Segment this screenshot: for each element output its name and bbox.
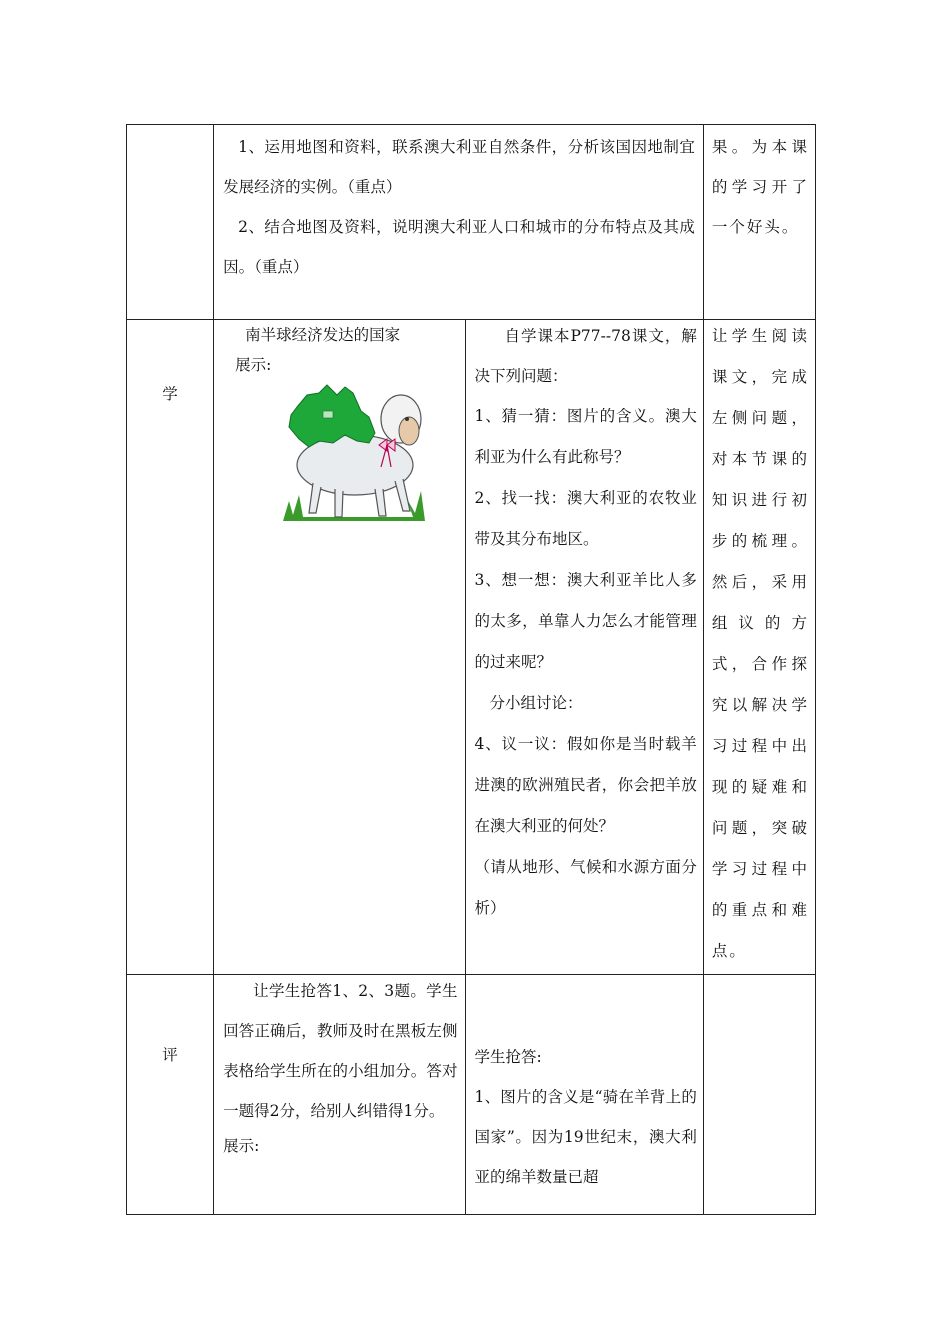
group-discussion: 分小组讨论： [489, 694, 583, 712]
table-row-objectives [127, 125, 816, 320]
question-3: 3、想一想：澳大利亚羊比人多的太多，单靠人力怎么才能管理的过来呢？ [474, 571, 697, 671]
row-label-evaluate [127, 975, 214, 1215]
table-row-learn [127, 320, 816, 975]
teacher-activity-cell [214, 975, 466, 1215]
row-label-learn [127, 320, 214, 975]
table-row-evaluate [127, 975, 816, 1215]
note-text: 让学生阅读课文，完成左侧问题，对本节课的知识进行初步的梳理。然后，采用组议的方式，合作探究以解决学习过程中出现的疑难和问题，突破学习过程中的重点和难点。 [711, 327, 809, 960]
row-label-empty [127, 125, 214, 320]
teacher-title: 南半球经济发达的国家 [245, 326, 401, 344]
student-answer-1: 1、图片的含义是“骑在羊背上的国家”。因为19世纪末，澳大利亚的绵羊数量已超 [474, 1088, 697, 1186]
sheep-illustration [283, 383, 428, 523]
teacher-show-label: 展示: [235, 356, 272, 374]
teacher-show-label: 展示: [223, 1137, 260, 1155]
student-activity-cell [466, 975, 703, 1215]
note-cell-2 [703, 320, 815, 975]
note-cell-1 [703, 125, 815, 320]
objective-1: 1、运用地图和资料，联系澳大利亚自然条件，分析该国因地制宜发展经济的实例。（重点） [223, 138, 695, 196]
note-cell-3 [703, 975, 815, 1215]
question-4: 4、议一议：假如你是当时载羊进澳的欧洲殖民者，你会把羊放在澳大利亚的何处？ [474, 735, 697, 835]
row-label-text: 评 [162, 1046, 178, 1064]
lesson-plan-table [126, 124, 816, 1215]
objectives-cell [214, 125, 704, 320]
question-4-hint: （请从地形、气候和水源方面分析） [474, 858, 697, 917]
student-activity-cell [466, 320, 703, 975]
sheep-map-icon [283, 383, 428, 523]
question-2: 2、找一找：澳大利亚的农牧业带及其分布地区。 [474, 489, 697, 548]
question-1: 1、猜一猜：图片的含义。澳大利亚为什么有此称号？ [474, 407, 697, 466]
student-intro: 自学课本P77--78课文，解决下列问题： [474, 327, 697, 385]
teacher-activity-cell [214, 320, 466, 975]
teacher-text: 让学生抢答1、2、3题。学生回答正确后，教师及时在黑板左侧表格给学生所在的小组加分。答对一题得2分，给别人纠错得1分。 [223, 982, 458, 1120]
student-answer-title: 学生抢答: [474, 1048, 542, 1066]
row-label-text: 学 [162, 385, 178, 403]
objective-2: 2、结合地图及资料，说明澳大利亚人口和城市的分布特点及其成因。（重点） [223, 218, 695, 276]
note-text: 果。为本课的学习开了一个好头。 [711, 138, 809, 236]
